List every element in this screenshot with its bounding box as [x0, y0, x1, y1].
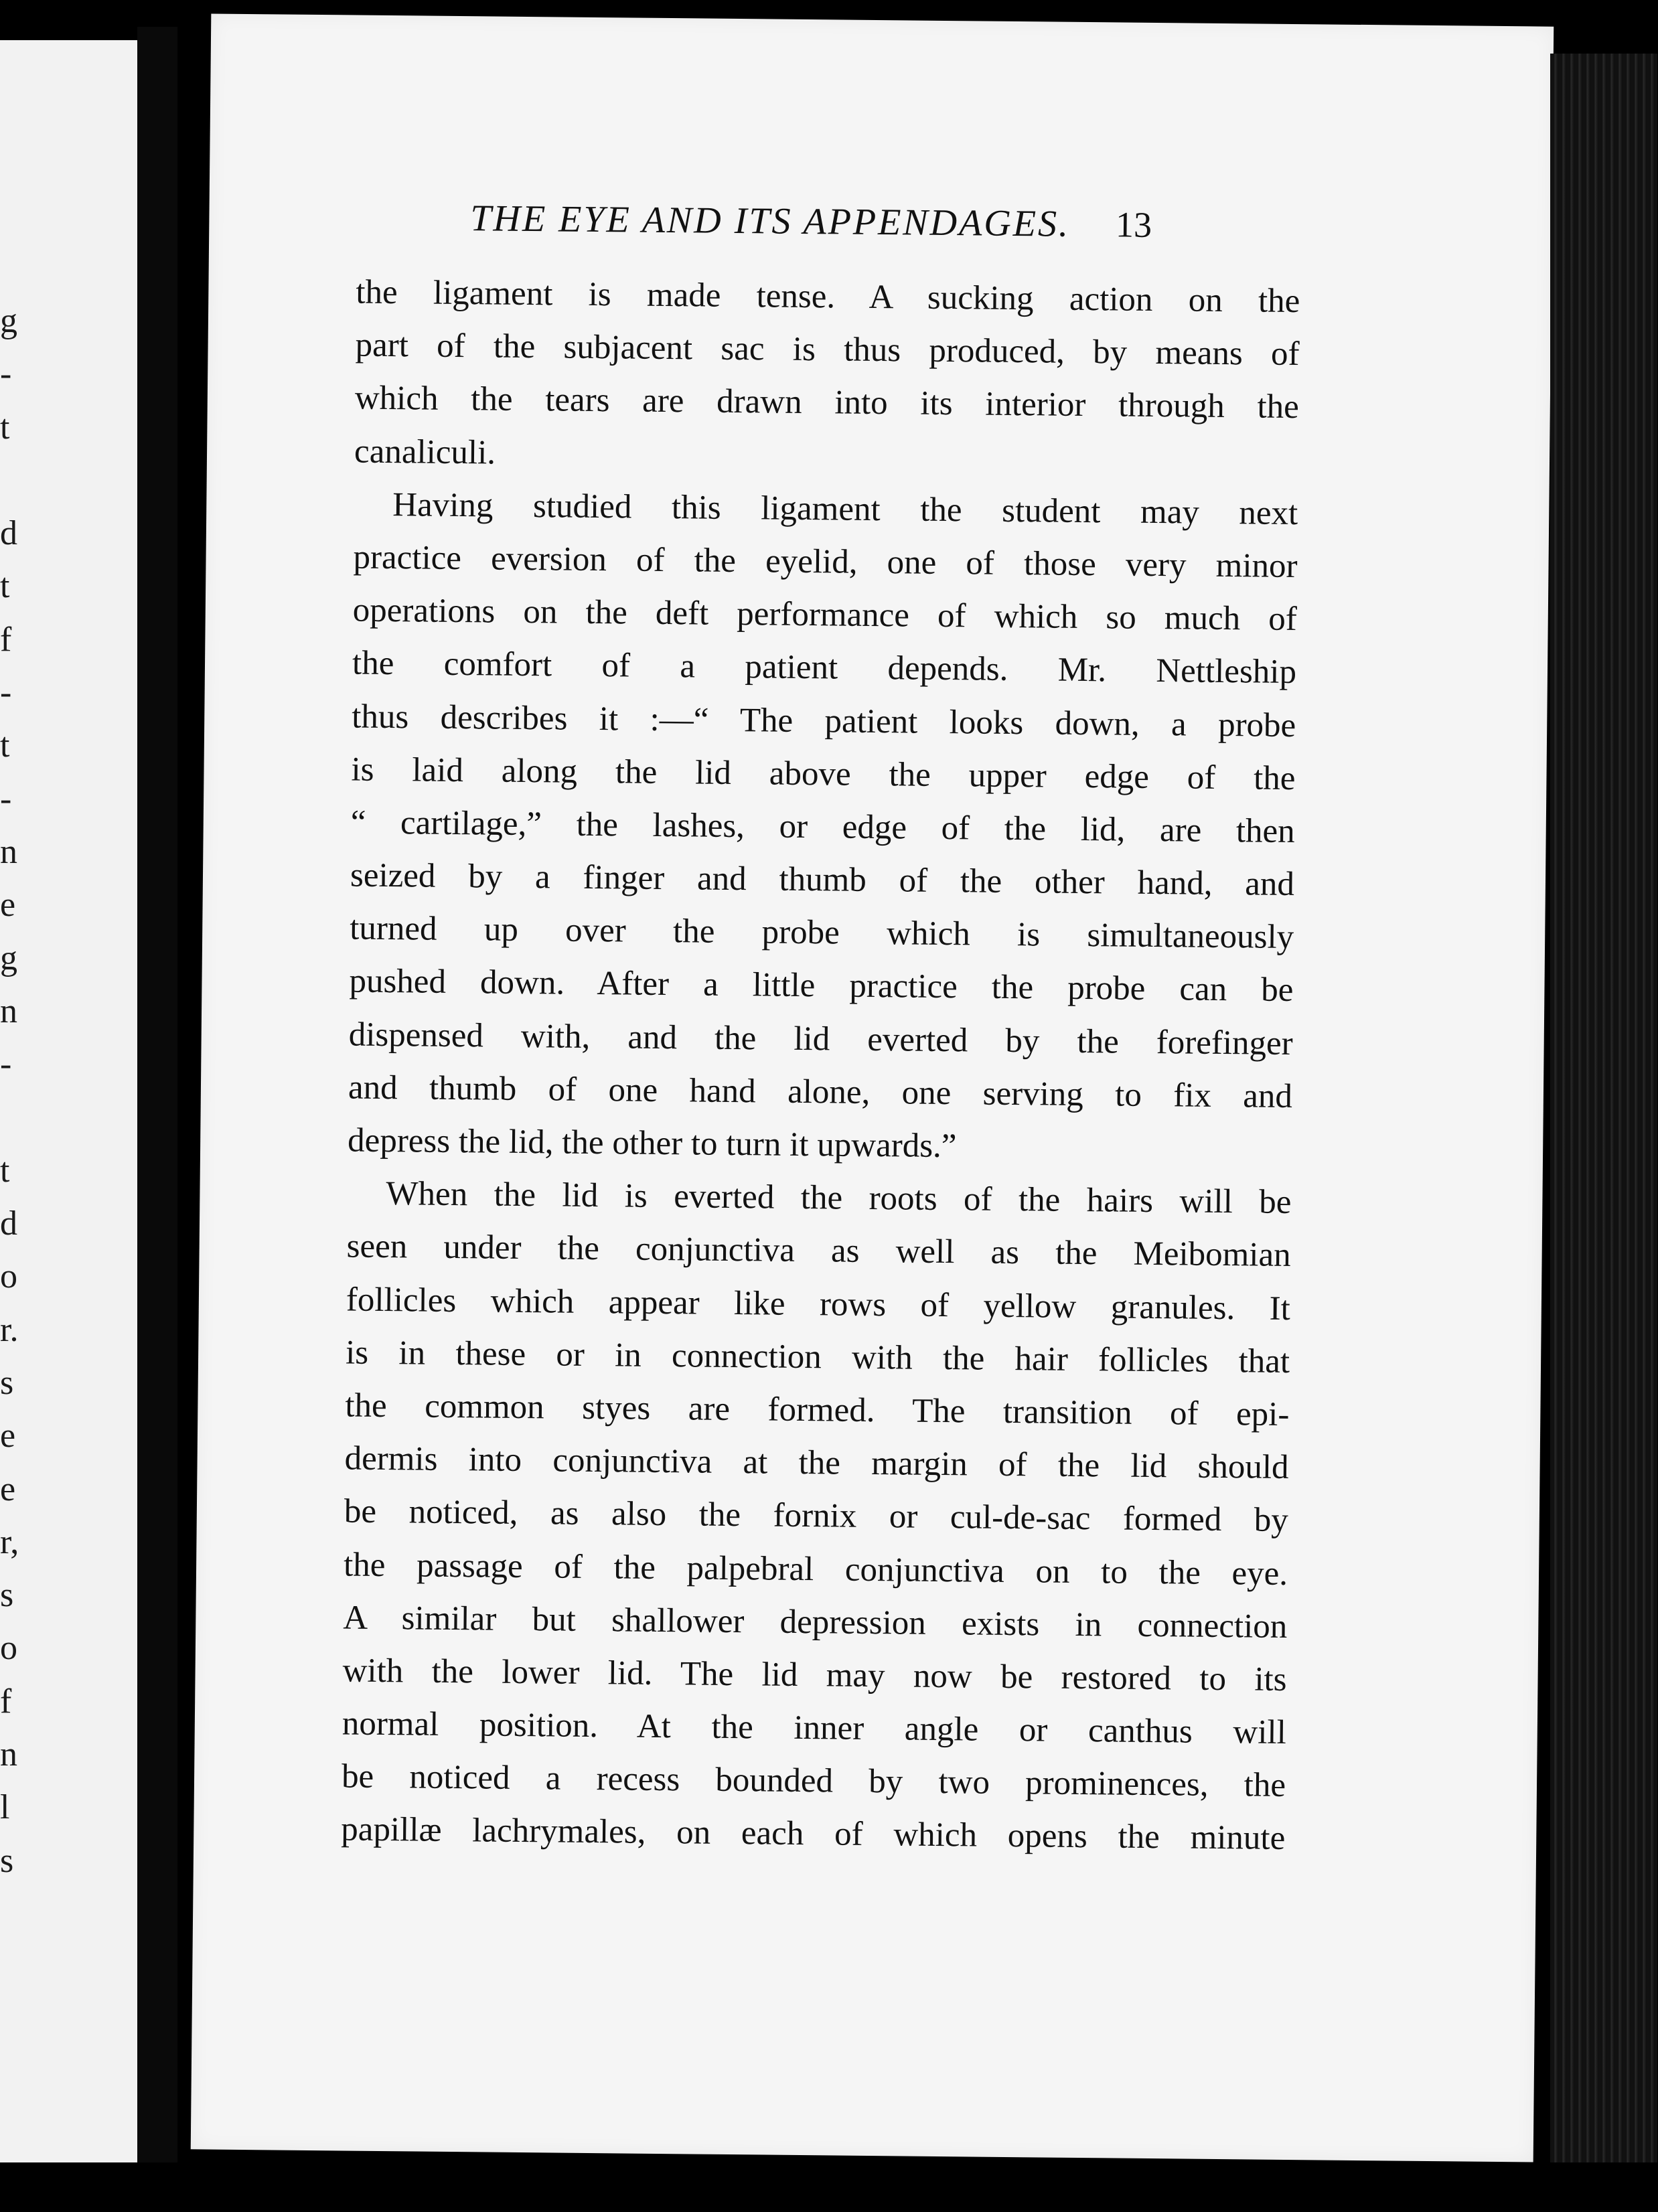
edge-char: s: [0, 1841, 14, 1880]
text-line: be noticed a recess bounded by two prominences, the: [341, 1757, 1286, 1805]
text-line: dermis into conjunctiva at the margin of the lid should: [344, 1439, 1289, 1487]
edge-char: n: [0, 992, 17, 1030]
text-line: depress the lid, the other to turn it upwards.”: [347, 1121, 957, 1166]
text-line: thus describes it :—“ The patient looks down, a probe: [352, 698, 1296, 744]
running-head-title: THE EYE AND ITS APPENDAGES.: [470, 198, 1071, 245]
edge-char: o: [0, 1257, 17, 1296]
edge-char: t: [0, 1151, 10, 1190]
edge-char: n: [0, 832, 17, 871]
edge-char: e: [0, 1417, 16, 1455]
edge-char: d: [0, 514, 17, 553]
edge-char: e: [0, 1470, 16, 1508]
scan-background: [0, 2162, 1658, 2212]
text-line: canaliculi.: [354, 432, 496, 472]
book-block-edge: [1550, 54, 1657, 2212]
text-line: practice eversion of the eyelid, one of those very minor: [353, 538, 1298, 585]
edge-char: s: [0, 1363, 14, 1402]
text-line: pushed down. After a little practice the probe can be: [349, 962, 1294, 1010]
edge-char: s: [0, 1576, 14, 1615]
text-line: normal position. At the inner angle or canthus will: [342, 1705, 1287, 1752]
text-line: the common styes are formed. The transition of epi-: [345, 1387, 1290, 1433]
edge-char: [0, 1091, 40, 1143]
text-line: When the lid is everted the roots of the hairs will be: [386, 1175, 1292, 1222]
text-line: be noticed, as also the fornix or cul-de-sac formed by: [344, 1492, 1289, 1540]
gutter-shadow: [137, 27, 177, 2189]
page-body-text: [341, 266, 1300, 1866]
book-page: [191, 13, 1554, 2162]
edge-char: t: [0, 567, 10, 606]
edge-char: t: [0, 408, 10, 447]
edge-char: g: [0, 939, 17, 977]
text-line: is in these or in connection with the hair follicles that: [345, 1334, 1290, 1380]
edge-char: f: [0, 1682, 12, 1721]
edge-char: l: [0, 1788, 10, 1827]
edge-char: g: [0, 302, 17, 340]
edge-char: -: [0, 1045, 12, 1084]
edge-char: o: [0, 1629, 17, 1668]
text-line: Having studied this ligament the student may next: [392, 485, 1298, 532]
edge-char: t: [0, 726, 10, 765]
text-line: seized by a finger and thumb of the other hand, and: [350, 856, 1295, 904]
text-line: operations on the deft performance of which so much of: [352, 591, 1298, 639]
text-line: the comfort of a patient depends. Mr. Nettleship: [352, 644, 1297, 692]
facing-page-edge-text: [0, 295, 40, 1887]
text-line: “ cartilage,” the lashes, or edge of the lid, are then: [350, 803, 1295, 850]
edge-char: -: [0, 779, 12, 818]
edge-char: r.: [0, 1310, 19, 1349]
edge-char: -: [0, 355, 12, 394]
text-line: part of the subjacent sac is thus produced, by means of: [355, 326, 1300, 374]
edge-char: d: [0, 1204, 17, 1243]
text-line: the passage of the palpebral conjunctiva on to the eye.: [343, 1545, 1288, 1593]
edge-char: r,: [0, 1522, 19, 1561]
text-line: seen under the conjunctiva as well as the Meibomian: [346, 1227, 1291, 1275]
text-line: is laid along the lid above the upper edge of the: [351, 750, 1296, 797]
running-head: [470, 197, 1502, 250]
page-number: 13: [1115, 204, 1152, 245]
text-line: and thumb of one hand alone, one serving to fix and: [348, 1069, 1293, 1115]
text-line: papillæ lachrymales, on each of which opens the minute: [341, 1810, 1286, 1858]
facing-page-fragment: [0, 40, 137, 2162]
text-line: the ligament is made tense. A sucking action on the: [356, 273, 1300, 321]
edge-char: [0, 454, 40, 507]
edge-char: e: [0, 886, 16, 925]
text-line: dispensed with, and the lid everted by the forefinger: [348, 1016, 1293, 1062]
edge-char: n: [0, 1735, 17, 1774]
text-line: turned up over the probe which is simultaneously: [349, 909, 1294, 957]
text-line: A similar but shallower depression exists in connection: [343, 1599, 1288, 1646]
text-line: which the tears are drawn into its interior through the: [354, 379, 1300, 426]
edge-char: -: [0, 674, 12, 712]
edge-char: f: [0, 620, 12, 659]
text-line: with the lower lid. The lid may now be restored to its: [342, 1652, 1287, 1698]
text-line: follicles which appear like rows of yellow granules. It: [346, 1281, 1291, 1328]
